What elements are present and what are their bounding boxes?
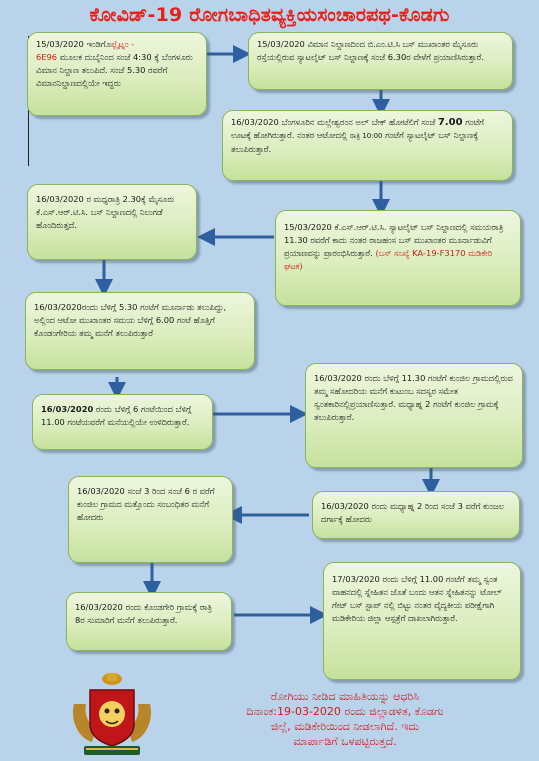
step-3-text-a: 16/03/2020 ಬೆಂಗಳೂರಿನ ಮಲ್ಲೇಶ್ವರಂನ ಅಲ್ ಬೇಕ್ ಹೋಟೆಲಿಗೆ ಸಂಜೆ [231,117,438,127]
step-11-text: 16/03/2020 ರಂದು ಕೊಂಡಗೇರಿ ಗ್ರಾಮಕ್ಕೆ ರಾತ್ರಿ 8ರ ಸುಮಾರಿಗೆ ಮನೆಗೆ ತಲುಪಿರುತ್ತಾರೆ. [75,602,212,625]
footer-line-4: ಮಾರ್ಪಾಡಿಗೆ ಒಳಪಟ್ಟಿರುತ್ತದೆ. [293,735,397,748]
step-1-flight-no: 6E96 [36,52,58,62]
step-box-6 [25,292,255,370]
step-7-text: ರಂದು ಬೆಳಿಗ್ಗೆ 6 ಗಂಟೆಯಿಂದ ಬೆಳಿಗ್ಗೆ 11.00 ಗಂಟೆಯವರೆಗೆ ಮನೆಯಲ್ಲಿಯೇ ಉಳಿದಿರುತ್ತಾರೆ. [41,404,192,427]
step-box-9 [68,476,233,563]
footer-line-3: ಜಿಲ್ಲೆ, ಮಡಿಕೇರಿಯಿಂದ ನೀಡಲಾಗಿದೆ. ಇದು [271,720,419,733]
step-4-text: 16/03/2020 ರ ಮಧ್ಯರಾತ್ರಿ 2.30ಕ್ಕೆ ಮೈಸೂರು ಕೆ.ಎಸ್.ಆರ್.ಟಿ.ಸಿ. ಬಸ್ ನಿಲ್ದಾಣದಲ್ಲಿ ನಿಲುಗಡೆ ಹೊಂದಿರುತ್ತದೆ. [36,194,175,230]
footer-line-1: ರೋಗಿಯು ನೀಡಿದ ಮಾಹಿತಿಯನ್ನು ಆಧರಿಸಿ [270,690,420,703]
step-box-2 [248,32,513,90]
step-box-11 [66,592,232,651]
step-box-3 [222,110,513,181]
step-box-4 [27,184,197,260]
step-box-1 [27,32,207,116]
step-5-bus-no: (ಬಸ್ ಸಂಖ್ಯೆ KA-19-F3170 ಮಡಿಕೇರಿ ಘಟಕ) [284,248,493,271]
step-box-5 [275,210,521,306]
step-6-text: 16/03/2020ರಂದು ಬೆಳಿಗ್ಗೆ 5.30 ಗಂಟೆಗೆ ಮೂರ್ನಾಡು ತಲುಪಿದ್ದು, ಅಲ್ಲಿಂದ ಆಟೋ ಮುಖಾಂತರ ಸಮಯ ಬೆಳಿಗ್ಗೆ 6.00 ಗಂಟೆ ಹೊತ್ತಿಗೆ ಕೊಂಡಂಗೇರಿಯ ತಮ್ಮ ಮನೆಗೆ ತಲುಪಿರುತ್ತಾರೆ [34,302,227,338]
step-box-8 [305,363,523,468]
footer-note [180,689,510,749]
step-9-text: 16/03/2020 ಸಂಜೆ 3 ರಿಂದ ಸಂಜೆ 6 ರ ವರೆಗೆ ಕುಂಜಿಲ ಗ್ರಾಮದ ಮತ್ತೊಂದು ಸಂಬಂಧಿತರ ಮನೆಗೆ ಹೋದರು [77,486,215,522]
step-1-text-a: ಇಂಡಿಗೊ [83,39,111,49]
footer-line-2: ದಿನಾಂಕ:19-03-2020 ರಂದು ಜಿಲ್ಲಾಡಳಿತ, ಕೊಡಗು [246,705,444,718]
step-3-time: 7.00 [437,117,463,128]
karnataka-emblem-icon [66,670,158,758]
step-3-night: ರಾತ್ರಿ 10:00 [349,132,383,140]
step-3-text-c: ಗಂಟೆಗೆ ಸ್ಯಾಟಲೈಟ್ ಬಸ್ ನಿಲ್ದಾಣಕ್ಕೆ ತಲುಪಿರುತ್ತಾರೆ. [231,130,479,154]
step-8-text: 16/03/2020 ರಂದು ಬೆಳಿಗ್ಗೆ 11.30 ಗಂಟೆಗೆ ಕುಂಜಿಲ ಗ್ರಾಮದಲ್ಲಿರುವ ತಮ್ಮ ಸಹೋದರಿಯ ಮನೆಗೆ ಕುಟುಂಬ ಸದಸ್ಯರ ಸಮೇತ ಸ್ವಂತಕಾರಿನಲ್ಲಿಪ್ರಯಾಣಿಸುತ್ತಾರೆ. ಮಧ್ಯಾಹ್ನ 2 ಗಂಟೆಗೆ ಕುಂಜಿಲ ಗ್ರಾಮಕ್ಕೆ ತಲುಪಿರುತ್ತಾರೆ. [314,373,513,422]
step-7-date: 16/03/2020 [41,404,94,414]
step-box-7 [32,394,213,450]
step-2-text: 15/03/2020 ವಿಮಾನ ನಿಲ್ದಾಣದಿಂದ ಬಿ.ಎಂ.ಟಿ.ಸಿ ಬಸ್ ಮುಖಾಂತರ ಮೈಸೂರು ರಸ್ತೆಯಲ್ಲಿರುವ ಸ್ಯಾಟಲೈಟ್ ಬಸ್ ನಿಲ್ದಾಣಕ್ಕೆ ಸಂಜೆ 6.30ರ ವೇಳೆಗೆ ಪ್ರಯಾಣಿಸಿರುತ್ತಾರೆ. [257,39,484,62]
step-5-text: 15/03/2020 ಕೆ.ಎಸ್.ಆರ್.ಟಿ.ಸಿ. ಸ್ಯಾಟಲೈಟ್ ಬಸ್ ನಿಲ್ದಾಣದಲ್ಲಿ ಸಮಯರಾತ್ರಿ 11.30 ರವರೆಗೆ ಕಾದು ನಂತರ ರಾಜಹಂಸ ಬಸ್ ಮುಖಾಂತರ ಮೂರ್ನಾಡುವಿಗೆ ಪ್ರಯಾಣವನ್ನು ಪ್ರಾರಂಭಿಸಿರುತ್ತಾರೆ. [284,222,504,258]
step-1-flight: ಫ್ಲೈಟ್ನಂ - [110,39,135,49]
step-10-text: 16/03/2020 ರಂದು ಮಧ್ಯಾಹ್ನ 2 ರಿಂದ ಸಂಜೆ 3 ವರೆಗೆ ಕುಂಜಲ ದರ್ಗಾಕ್ಕೆ ಹೋದರು [321,501,505,524]
page-title: ಕೋವಿಡ್-19 ರೋಗಬಾಧಿತವ್ಯಕ್ತಿಯಸಂಚಾರಪಥ-ಕೊಡಗು [89,4,450,26]
step-box-10 [312,491,520,539]
step-1-text-b: ಮೂಲಕ ದುಬೈನಿಂದ ಸಂಜೆ 4:30 ಕ್ಕೆ ಬೆಂಗಳೂರು ವಿಮಾನ ನಿಲ್ದಾಣ ತಲುಪಿದೆ. ಸಂಜೆ 5.30 ರವರೆಗೆ ವಿಮಾನನಿಲ್ದಾಣದಲ್ಲಿಯೇ ಇದ್ದರು [36,52,193,88]
step-box-12 [323,562,521,680]
step-12-text: 17/03/2020 ರಂದು ಬೆಳಿಗ್ಗೆ 11.00 ಗಂಟೆಗೆ ತಮ್ಮ ಸ್ವಂತ ವಾಹನದಲ್ಲಿ ಸ್ನೇಹಿತನ ಜೊತೆ ಬಂದು ಆತನ ಸ್ನೇಹಿತನನ್ನು ಟೋಲ್ ಗೇಟ್ ಬಸ್ ಸ್ಟಾಪ್ ನಲ್ಲಿ ಬಿಟ್ಟು ನಂತರ ವೈದ್ಯಕೀಯ ಪರೀಕ್ಷೆಗಾಗಿ ಮಡಿಕೇರಿಯ ಜಿಲ್ಲಾ ಆಸ್ಪತ್ರೆಗೆ ದಾಖಲಾಗಿರುತ್ತಾರೆ. [332,574,502,623]
step-3-text-b: ಗಂಟೆಗೆ ಊಟಕ್ಕೆ ಹೋಗಿರುತ್ತಾರೆ. ನಂತರ ಆಟೋದಲ್ಲಿ [231,117,484,140]
step-1-date: 15/03/2020 [36,39,84,49]
